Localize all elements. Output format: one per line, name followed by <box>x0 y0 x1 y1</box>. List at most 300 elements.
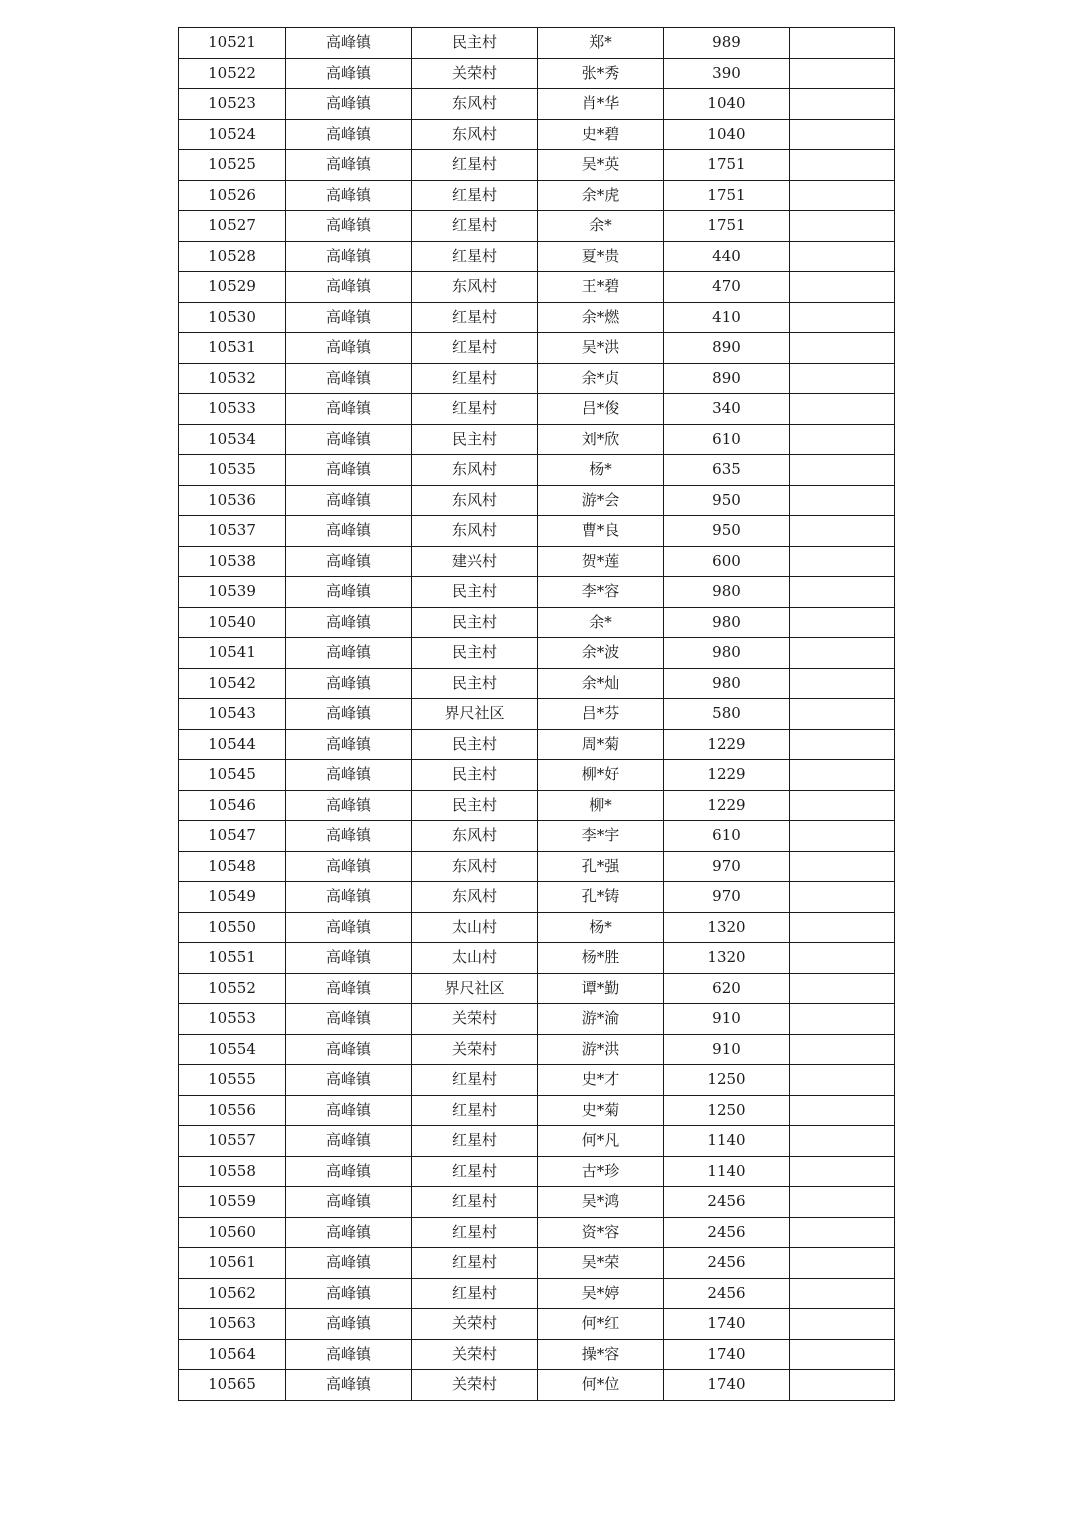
serial-number-cell: 10564 <box>179 1339 286 1370</box>
serial-number-cell: 10546 <box>179 790 286 821</box>
serial-number-cell: 10555 <box>179 1065 286 1096</box>
village-cell: 红星村 <box>412 211 538 242</box>
town-cell: 高峰镇 <box>286 485 412 516</box>
village-cell: 民主村 <box>412 638 538 669</box>
village-cell: 东风村 <box>412 272 538 303</box>
note-cell <box>790 119 895 150</box>
amount-cell: 2456 <box>664 1278 790 1309</box>
table-row <box>179 973 895 1004</box>
town-cell: 高峰镇 <box>286 1004 412 1035</box>
amount-cell: 1740 <box>664 1309 790 1340</box>
village-cell: 红星村 <box>412 1126 538 1157</box>
note-cell <box>790 1004 895 1035</box>
serial-number-cell: 10535 <box>179 455 286 486</box>
amount-cell: 1320 <box>664 912 790 943</box>
person-name-cell: 资*容 <box>538 1217 664 1248</box>
table-row <box>179 1248 895 1279</box>
amount-cell: 1140 <box>664 1156 790 1187</box>
town-cell: 高峰镇 <box>286 455 412 486</box>
town-cell: 高峰镇 <box>286 58 412 89</box>
table-row <box>179 119 895 150</box>
serial-number-cell: 10540 <box>179 607 286 638</box>
person-name-cell: 郑* <box>538 28 664 59</box>
serial-number-cell: 10522 <box>179 58 286 89</box>
amount-cell: 1751 <box>664 211 790 242</box>
note-cell <box>790 363 895 394</box>
note-cell <box>790 28 895 59</box>
note-cell <box>790 394 895 425</box>
table-row <box>179 1339 895 1370</box>
note-cell <box>790 790 895 821</box>
table-row <box>179 1004 895 1035</box>
serial-number-cell: 10557 <box>179 1126 286 1157</box>
serial-number-cell: 10553 <box>179 1004 286 1035</box>
person-name-cell: 夏*贵 <box>538 241 664 272</box>
note-cell <box>790 150 895 181</box>
village-cell: 红星村 <box>412 1187 538 1218</box>
serial-number-cell: 10556 <box>179 1095 286 1126</box>
note-cell <box>790 1370 895 1401</box>
serial-number-cell: 10534 <box>179 424 286 455</box>
town-cell: 高峰镇 <box>286 790 412 821</box>
serial-number-cell: 10524 <box>179 119 286 150</box>
amount-cell: 1229 <box>664 790 790 821</box>
amount-cell: 1229 <box>664 760 790 791</box>
table-row <box>179 241 895 272</box>
note-cell <box>790 455 895 486</box>
amount-cell: 890 <box>664 363 790 394</box>
amount-cell: 980 <box>664 577 790 608</box>
note-cell <box>790 760 895 791</box>
serial-number-cell: 10562 <box>179 1278 286 1309</box>
serial-number-cell: 10532 <box>179 363 286 394</box>
town-cell: 高峰镇 <box>286 119 412 150</box>
town-cell: 高峰镇 <box>286 973 412 1004</box>
person-name-cell: 张*秀 <box>538 58 664 89</box>
town-cell: 高峰镇 <box>286 211 412 242</box>
town-cell: 高峰镇 <box>286 1187 412 1218</box>
table-row <box>179 882 895 913</box>
note-cell <box>790 333 895 364</box>
amount-cell: 1250 <box>664 1065 790 1096</box>
serial-number-cell: 10523 <box>179 89 286 120</box>
town-cell: 高峰镇 <box>286 1370 412 1401</box>
table-row <box>179 943 895 974</box>
amount-cell: 2456 <box>664 1217 790 1248</box>
table-row <box>179 516 895 547</box>
note-cell <box>790 1156 895 1187</box>
note-cell <box>790 1095 895 1126</box>
records-table <box>178 27 895 1401</box>
table-row <box>179 1370 895 1401</box>
note-cell <box>790 485 895 516</box>
person-name-cell: 何*位 <box>538 1370 664 1401</box>
note-cell <box>790 211 895 242</box>
amount-cell: 910 <box>664 1034 790 1065</box>
note-cell <box>790 729 895 760</box>
person-name-cell: 史*碧 <box>538 119 664 150</box>
serial-number-cell: 10539 <box>179 577 286 608</box>
village-cell: 红星村 <box>412 1095 538 1126</box>
amount-cell: 1740 <box>664 1370 790 1401</box>
village-cell: 关荣村 <box>412 1309 538 1340</box>
town-cell: 高峰镇 <box>286 1248 412 1279</box>
note-cell <box>790 1126 895 1157</box>
table-row <box>179 1187 895 1218</box>
town-cell: 高峰镇 <box>286 851 412 882</box>
note-cell <box>790 973 895 1004</box>
person-name-cell: 贺*莲 <box>538 546 664 577</box>
village-cell: 界尺社区 <box>412 699 538 730</box>
note-cell <box>790 58 895 89</box>
person-name-cell: 游*洪 <box>538 1034 664 1065</box>
note-cell <box>790 821 895 852</box>
note-cell <box>790 1248 895 1279</box>
amount-cell: 980 <box>664 607 790 638</box>
village-cell: 红星村 <box>412 1278 538 1309</box>
person-name-cell: 谭*勤 <box>538 973 664 1004</box>
village-cell: 红星村 <box>412 1217 538 1248</box>
village-cell: 红星村 <box>412 333 538 364</box>
table-row <box>179 424 895 455</box>
amount-cell: 610 <box>664 424 790 455</box>
table-row <box>179 729 895 760</box>
person-name-cell: 杨* <box>538 912 664 943</box>
town-cell: 高峰镇 <box>286 1156 412 1187</box>
table-row <box>179 211 895 242</box>
village-cell: 红星村 <box>412 150 538 181</box>
town-cell: 高峰镇 <box>286 1095 412 1126</box>
village-cell: 界尺社区 <box>412 973 538 1004</box>
serial-number-cell: 10538 <box>179 546 286 577</box>
table-row <box>179 455 895 486</box>
person-name-cell: 史*才 <box>538 1065 664 1096</box>
town-cell: 高峰镇 <box>286 516 412 547</box>
amount-cell: 950 <box>664 516 790 547</box>
table-row <box>179 851 895 882</box>
village-cell: 红星村 <box>412 180 538 211</box>
serial-number-cell: 10554 <box>179 1034 286 1065</box>
serial-number-cell: 10530 <box>179 302 286 333</box>
village-cell: 红星村 <box>412 1156 538 1187</box>
serial-number-cell: 10533 <box>179 394 286 425</box>
serial-number-cell: 10528 <box>179 241 286 272</box>
table-row <box>179 302 895 333</box>
table-row <box>179 485 895 516</box>
village-cell: 民主村 <box>412 28 538 59</box>
table-row <box>179 150 895 181</box>
serial-number-cell: 10551 <box>179 943 286 974</box>
person-name-cell: 柳* <box>538 790 664 821</box>
person-name-cell: 余* <box>538 607 664 638</box>
serial-number-cell: 10527 <box>179 211 286 242</box>
note-cell <box>790 1187 895 1218</box>
village-cell: 红星村 <box>412 394 538 425</box>
serial-number-cell: 10548 <box>179 851 286 882</box>
amount-cell: 390 <box>664 58 790 89</box>
village-cell: 民主村 <box>412 577 538 608</box>
town-cell: 高峰镇 <box>286 150 412 181</box>
town-cell: 高峰镇 <box>286 1217 412 1248</box>
village-cell: 红星村 <box>412 1065 538 1096</box>
town-cell: 高峰镇 <box>286 912 412 943</box>
amount-cell: 1751 <box>664 180 790 211</box>
amount-cell: 890 <box>664 333 790 364</box>
table-row <box>179 668 895 699</box>
village-cell: 建兴村 <box>412 546 538 577</box>
person-name-cell: 操*容 <box>538 1339 664 1370</box>
village-cell: 关荣村 <box>412 1034 538 1065</box>
table-row <box>179 333 895 364</box>
person-name-cell: 余* <box>538 211 664 242</box>
person-name-cell: 吴*婷 <box>538 1278 664 1309</box>
table-row <box>179 821 895 852</box>
amount-cell: 1229 <box>664 729 790 760</box>
serial-number-cell: 10565 <box>179 1370 286 1401</box>
person-name-cell: 吴*洪 <box>538 333 664 364</box>
person-name-cell: 刘*欣 <box>538 424 664 455</box>
amount-cell: 2456 <box>664 1187 790 1218</box>
town-cell: 高峰镇 <box>286 241 412 272</box>
serial-number-cell: 10549 <box>179 882 286 913</box>
village-cell: 关荣村 <box>412 1339 538 1370</box>
town-cell: 高峰镇 <box>286 272 412 303</box>
amount-cell: 980 <box>664 638 790 669</box>
amount-cell: 410 <box>664 302 790 333</box>
amount-cell: 2456 <box>664 1248 790 1279</box>
table-row <box>179 1065 895 1096</box>
town-cell: 高峰镇 <box>286 1065 412 1096</box>
town-cell: 高峰镇 <box>286 699 412 730</box>
town-cell: 高峰镇 <box>286 363 412 394</box>
person-name-cell: 吕*俊 <box>538 394 664 425</box>
table-row <box>179 272 895 303</box>
person-name-cell: 吕*芬 <box>538 699 664 730</box>
town-cell: 高峰镇 <box>286 729 412 760</box>
serial-number-cell: 10536 <box>179 485 286 516</box>
note-cell <box>790 943 895 974</box>
amount-cell: 970 <box>664 851 790 882</box>
serial-number-cell: 10563 <box>179 1309 286 1340</box>
note-cell <box>790 882 895 913</box>
person-name-cell: 吴*荣 <box>538 1248 664 1279</box>
town-cell: 高峰镇 <box>286 89 412 120</box>
amount-cell: 910 <box>664 1004 790 1035</box>
person-name-cell: 孔*铸 <box>538 882 664 913</box>
village-cell: 民主村 <box>412 760 538 791</box>
amount-cell: 340 <box>664 394 790 425</box>
town-cell: 高峰镇 <box>286 821 412 852</box>
village-cell: 红星村 <box>412 363 538 394</box>
village-cell: 红星村 <box>412 241 538 272</box>
table-row <box>179 790 895 821</box>
amount-cell: 600 <box>664 546 790 577</box>
table-row <box>179 1126 895 1157</box>
town-cell: 高峰镇 <box>286 180 412 211</box>
person-name-cell: 王*碧 <box>538 272 664 303</box>
amount-cell: 440 <box>664 241 790 272</box>
person-name-cell: 史*菊 <box>538 1095 664 1126</box>
serial-number-cell: 10559 <box>179 1187 286 1218</box>
village-cell: 关荣村 <box>412 58 538 89</box>
amount-cell: 1140 <box>664 1126 790 1157</box>
town-cell: 高峰镇 <box>286 1034 412 1065</box>
person-name-cell: 游*渝 <box>538 1004 664 1035</box>
town-cell: 高峰镇 <box>286 882 412 913</box>
amount-cell: 1740 <box>664 1339 790 1370</box>
village-cell: 东风村 <box>412 516 538 547</box>
serial-number-cell: 10541 <box>179 638 286 669</box>
village-cell: 东风村 <box>412 821 538 852</box>
village-cell: 东风村 <box>412 882 538 913</box>
table-row <box>179 638 895 669</box>
note-cell <box>790 89 895 120</box>
person-name-cell: 杨*胜 <box>538 943 664 974</box>
town-cell: 高峰镇 <box>286 1339 412 1370</box>
person-name-cell: 李*容 <box>538 577 664 608</box>
town-cell: 高峰镇 <box>286 1309 412 1340</box>
town-cell: 高峰镇 <box>286 943 412 974</box>
town-cell: 高峰镇 <box>286 577 412 608</box>
person-name-cell: 孔*强 <box>538 851 664 882</box>
amount-cell: 610 <box>664 821 790 852</box>
note-cell <box>790 607 895 638</box>
amount-cell: 970 <box>664 882 790 913</box>
serial-number-cell: 10560 <box>179 1217 286 1248</box>
table-row <box>179 363 895 394</box>
town-cell: 高峰镇 <box>286 760 412 791</box>
serial-number-cell: 10531 <box>179 333 286 364</box>
note-cell <box>790 180 895 211</box>
table-row <box>179 89 895 120</box>
person-name-cell: 余*燃 <box>538 302 664 333</box>
person-name-cell: 余*灿 <box>538 668 664 699</box>
village-cell: 太山村 <box>412 912 538 943</box>
serial-number-cell: 10529 <box>179 272 286 303</box>
person-name-cell: 肖*华 <box>538 89 664 120</box>
serial-number-cell: 10544 <box>179 729 286 760</box>
note-cell <box>790 577 895 608</box>
town-cell: 高峰镇 <box>286 302 412 333</box>
table-row <box>179 58 895 89</box>
person-name-cell: 余*虎 <box>538 180 664 211</box>
serial-number-cell: 10552 <box>179 973 286 1004</box>
table-row <box>179 28 895 59</box>
note-cell <box>790 516 895 547</box>
table-row <box>179 1034 895 1065</box>
table-row <box>179 1217 895 1248</box>
village-cell: 红星村 <box>412 302 538 333</box>
village-cell: 民主村 <box>412 424 538 455</box>
person-name-cell: 古*珍 <box>538 1156 664 1187</box>
table-row <box>179 1156 895 1187</box>
serial-number-cell: 10543 <box>179 699 286 730</box>
note-cell <box>790 1278 895 1309</box>
table-row <box>179 912 895 943</box>
serial-number-cell: 10542 <box>179 668 286 699</box>
note-cell <box>790 912 895 943</box>
town-cell: 高峰镇 <box>286 424 412 455</box>
person-name-cell: 何*红 <box>538 1309 664 1340</box>
serial-number-cell: 10521 <box>179 28 286 59</box>
amount-cell: 1320 <box>664 943 790 974</box>
town-cell: 高峰镇 <box>286 546 412 577</box>
note-cell <box>790 1034 895 1065</box>
village-cell: 东风村 <box>412 89 538 120</box>
serial-number-cell: 10526 <box>179 180 286 211</box>
table-row <box>179 546 895 577</box>
town-cell: 高峰镇 <box>286 1126 412 1157</box>
table-row <box>179 1309 895 1340</box>
amount-cell: 1250 <box>664 1095 790 1126</box>
person-name-cell: 吴*鸿 <box>538 1187 664 1218</box>
note-cell <box>790 699 895 730</box>
village-cell: 东风村 <box>412 119 538 150</box>
serial-number-cell: 10547 <box>179 821 286 852</box>
amount-cell: 1040 <box>664 89 790 120</box>
note-cell <box>790 272 895 303</box>
serial-number-cell: 10537 <box>179 516 286 547</box>
person-name-cell: 余*波 <box>538 638 664 669</box>
serial-number-cell: 10550 <box>179 912 286 943</box>
town-cell: 高峰镇 <box>286 1278 412 1309</box>
amount-cell: 620 <box>664 973 790 1004</box>
amount-cell: 980 <box>664 668 790 699</box>
serial-number-cell: 10561 <box>179 1248 286 1279</box>
amount-cell: 580 <box>664 699 790 730</box>
amount-cell: 470 <box>664 272 790 303</box>
village-cell: 东风村 <box>412 851 538 882</box>
serial-number-cell: 10545 <box>179 760 286 791</box>
person-name-cell: 余*贞 <box>538 363 664 394</box>
amount-cell: 950 <box>664 485 790 516</box>
person-name-cell: 曹*良 <box>538 516 664 547</box>
table-row <box>179 394 895 425</box>
note-cell <box>790 1217 895 1248</box>
village-cell: 关荣村 <box>412 1370 538 1401</box>
person-name-cell: 何*凡 <box>538 1126 664 1157</box>
village-cell: 东风村 <box>412 485 538 516</box>
note-cell <box>790 424 895 455</box>
village-cell: 红星村 <box>412 1248 538 1279</box>
table-row <box>179 577 895 608</box>
person-name-cell: 周*菊 <box>538 729 664 760</box>
village-cell: 东风村 <box>412 455 538 486</box>
note-cell <box>790 241 895 272</box>
village-cell: 民主村 <box>412 607 538 638</box>
town-cell: 高峰镇 <box>286 668 412 699</box>
village-cell: 民主村 <box>412 790 538 821</box>
person-name-cell: 游*会 <box>538 485 664 516</box>
amount-cell: 635 <box>664 455 790 486</box>
person-name-cell: 李*宇 <box>538 821 664 852</box>
table-row <box>179 1095 895 1126</box>
table-row <box>179 760 895 791</box>
table-row <box>179 699 895 730</box>
table-row <box>179 607 895 638</box>
note-cell <box>790 638 895 669</box>
town-cell: 高峰镇 <box>286 638 412 669</box>
serial-number-cell: 10525 <box>179 150 286 181</box>
table-row <box>179 1278 895 1309</box>
note-cell <box>790 302 895 333</box>
person-name-cell: 吴*英 <box>538 150 664 181</box>
town-cell: 高峰镇 <box>286 394 412 425</box>
note-cell <box>790 546 895 577</box>
village-cell: 民主村 <box>412 729 538 760</box>
serial-number-cell: 10558 <box>179 1156 286 1187</box>
person-name-cell: 杨* <box>538 455 664 486</box>
